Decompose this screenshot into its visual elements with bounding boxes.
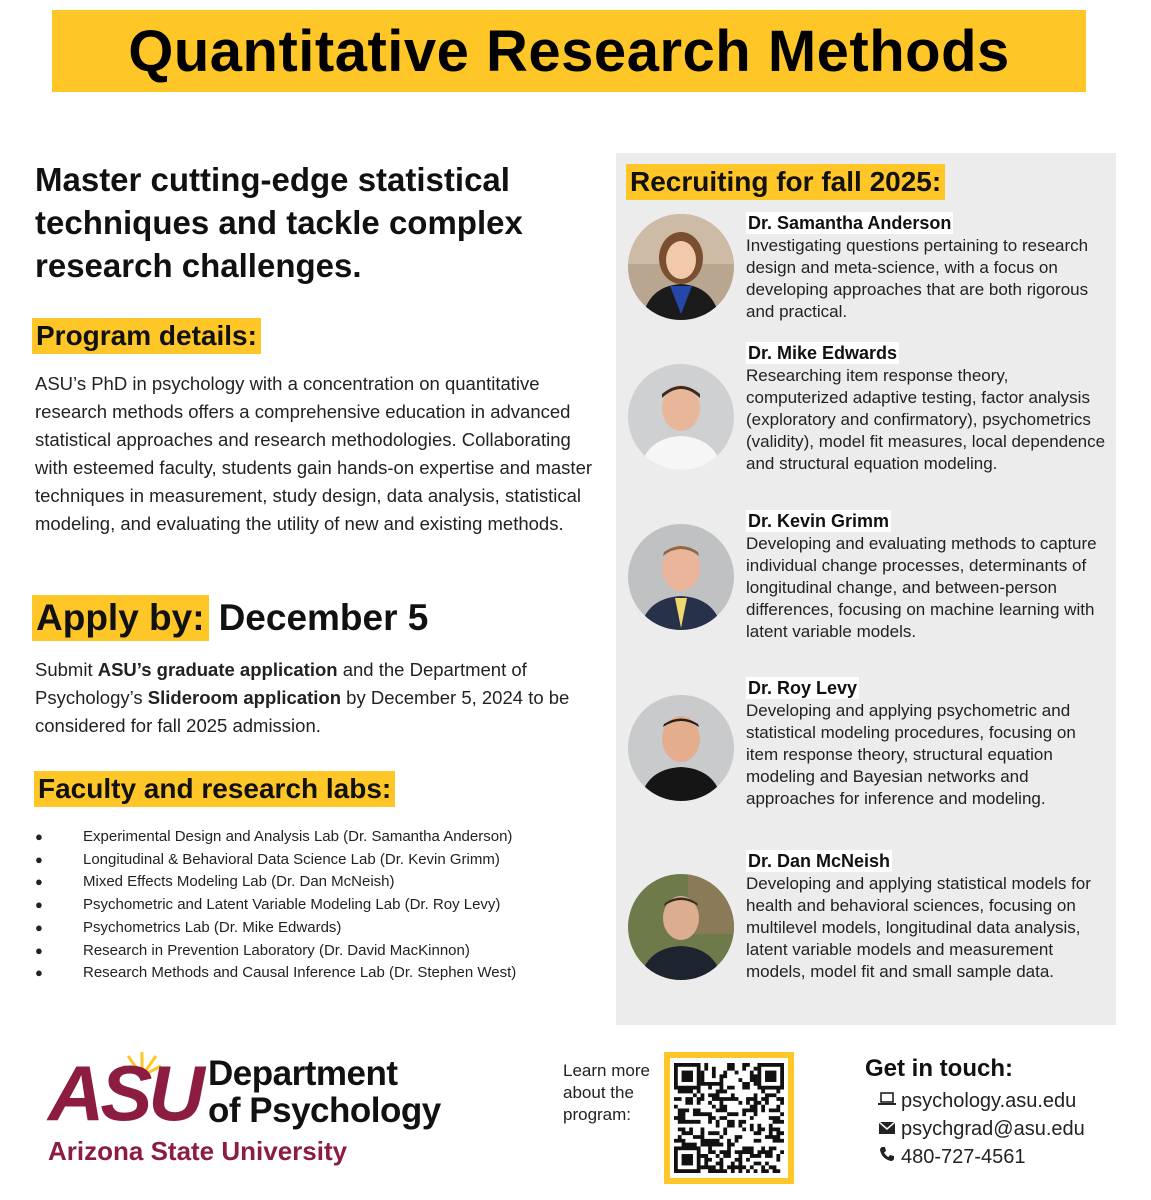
apply-by-label: Apply by:	[32, 595, 209, 641]
apply-by-row	[32, 595, 428, 641]
submit-instructions	[35, 656, 595, 740]
labs-list	[35, 826, 595, 985]
contact-heading: Get in touch:	[865, 1055, 1013, 1082]
faculty-name: Dr. Samantha Anderson	[748, 213, 952, 233]
qr-code[interactable]	[664, 1052, 794, 1184]
university-name: Arizona State University	[48, 1136, 348, 1166]
faculty-name: Dr. Roy Levy	[748, 678, 858, 698]
email-link[interactable]: psychgrad@asu.edu	[901, 1118, 1085, 1140]
phone-row[interactable]	[877, 1143, 1085, 1171]
website-row[interactable]	[877, 1087, 1085, 1115]
faculty-card-levy	[628, 677, 1108, 810]
apply-by-date: December 5	[218, 597, 429, 638]
faculty-card-mcneish	[628, 850, 1108, 983]
submit-text-3: by December 5, 2024 to be considered for fall 2025 admission.	[35, 687, 570, 736]
faculty-description: Researching item response theory, computerized adaptive testing, factor analysis (exploratory and confirmatory), psychometrics (validity), model fit measures, local dependence and structural equation modeling.	[746, 366, 1106, 473]
program-details-heading: Program details:	[32, 318, 261, 354]
asu-psychology-logo	[48, 1050, 468, 1170]
phone-link[interactable]: 480-727-4561	[901, 1146, 1026, 1168]
faculty-name: Dr. Kevin Grimm	[748, 511, 890, 531]
submit-text-2: and the Department of Psychology’s	[35, 659, 527, 708]
list-item: ● Psychometric and Latent Variable Modeling Lab (Dr. Roy Levy)	[35, 896, 501, 914]
faculty-card-anderson	[628, 212, 1108, 323]
envelope-icon	[877, 1115, 897, 1143]
list-item: ● Mixed Effects Modeling Lab (Dr. Dan McNeish)	[35, 873, 395, 891]
list-item: ● Research in Prevention Laboratory (Dr. David MacKinnon)	[35, 941, 470, 959]
department-line-1: Department	[208, 1054, 398, 1093]
avatar	[628, 524, 734, 630]
asu-graduate-application-text: ASU’s graduate application	[97, 659, 338, 680]
list-item: ● Experimental Design and Analysis Lab (Dr. Samantha Anderson)	[35, 828, 513, 845]
department-line-2: of Psychology	[208, 1091, 441, 1130]
page-title: Quantitative Research Methods	[128, 18, 1010, 84]
recruiting-heading: Recruiting for fall 2025:	[626, 164, 945, 200]
submit-text-1: Submit	[35, 659, 98, 680]
faculty-name: Dr. Dan McNeish	[748, 851, 891, 871]
department-name	[208, 1055, 441, 1129]
contact-block	[865, 1055, 1085, 1171]
faculty-name: Dr. Mike Edwards	[748, 343, 898, 363]
qr-code-icon	[674, 1063, 784, 1173]
tagline: Master cutting-edge statistical techniques and tackle complex research challenges.	[35, 161, 523, 284]
program-details-body: ASU’s PhD in psychology with a concentration on quantitative research methods offers a comprehensive education in advanced statistical approaches and research methodologies. Collaborating with esteemed faculty, students gain hands-on expertise and master techniques in measurement, study design, data analysis, statistical modeling, and evaluating the utility of new and existing methods.	[35, 373, 593, 534]
title-banner	[52, 10, 1086, 92]
slideroom-application-text: Slideroom application	[147, 687, 342, 708]
faculty-description: Developing and evaluating methods to capture individual change processes, determinants of longitudinal change, and between-person differences, focusing on machine learning with latent variable models.	[746, 534, 1097, 641]
avatar	[628, 214, 734, 320]
faculty-card-grimm	[628, 510, 1108, 643]
learn-more-text: Learn more about the program:	[563, 1061, 650, 1124]
faculty-description: Investigating questions pertaining to research design and meta-science, with a focus on developing approaches that are both rigorous and practical.	[746, 236, 1089, 321]
list-item: ● Longitudinal & Behavioral Data Science Lab (Dr. Kevin Grimm)	[35, 850, 500, 868]
faculty-description: Developing and applying psychometric and statistical modeling procedures, focusing on item response theory, structural equation modeling and Bayesian networks and approaches for inference and modeling.	[746, 701, 1076, 808]
labs-heading: Faculty and research labs:	[34, 771, 395, 807]
list-item: ● Psychometrics Lab (Dr. Mike Edwards)	[35, 918, 342, 936]
list-item: ● Research Methods and Causal Inference Lab (Dr. Stephen West)	[35, 964, 517, 982]
faculty-card-edwards	[628, 342, 1108, 475]
avatar	[628, 695, 734, 801]
email-row[interactable]	[877, 1115, 1085, 1143]
faculty-description: Developing and applying statistical models for health and behavioral sciences, focusing on multilevel models, longitudinal data analysis, latent variable models and measurement models, model fit and small sample data.	[746, 874, 1091, 981]
avatar	[628, 874, 734, 980]
website-link[interactable]: psychology.asu.edu	[901, 1090, 1077, 1112]
asu-letters: ASU	[48, 1049, 201, 1137]
phone-icon	[877, 1143, 897, 1171]
laptop-icon	[877, 1087, 897, 1115]
avatar	[628, 364, 734, 470]
